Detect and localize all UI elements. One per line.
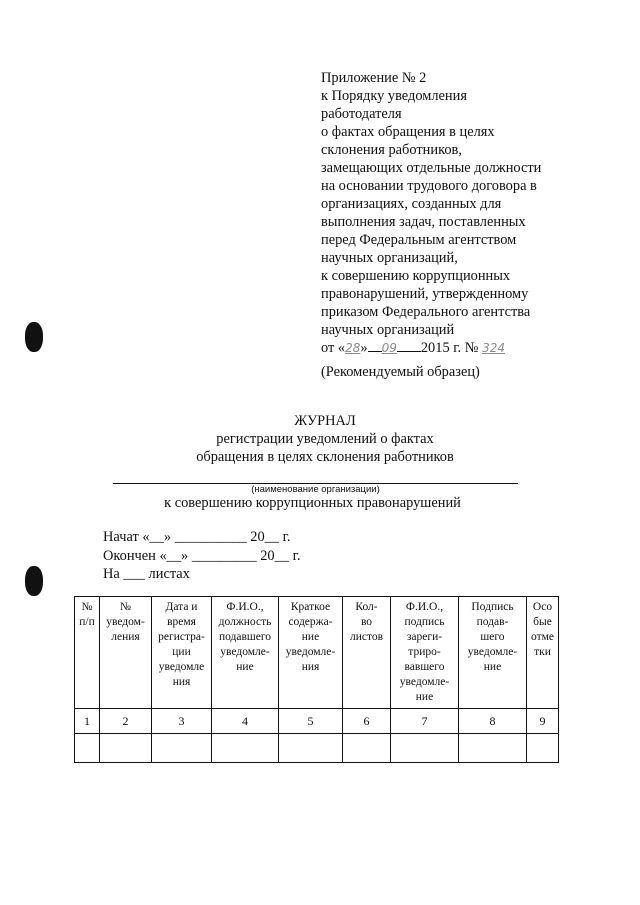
column-header-line: триро- [408, 646, 441, 658]
finished-field: Окончен «__» _________ 20__ г. [103, 548, 301, 564]
column-header-line: уведомле- [467, 646, 518, 658]
column-header-number [75, 597, 100, 709]
journal-subtitle-line1: регистрации уведомлений о фактах [216, 431, 434, 447]
date-underline [368, 351, 382, 352]
empty-cell [152, 734, 212, 763]
column-header-line: уведомле [158, 661, 205, 673]
journal-title: ЖУРНАЛ [294, 413, 356, 429]
table-header-row [75, 597, 559, 709]
column-header-line: ние [483, 661, 502, 673]
column-header-line: бые [533, 616, 552, 628]
column-header-line: шего [480, 631, 505, 643]
column-header-line: Ф.И.О., [405, 601, 444, 613]
column-header-line: листов [349, 631, 384, 643]
column-header-line: регистра- [158, 631, 205, 643]
appendix-line: к совершению коррупционных [321, 268, 511, 284]
appendix-line: склонения работников, [321, 142, 462, 158]
appendix-line: к Порядку уведомления [321, 88, 467, 104]
column-number: 9 [527, 709, 559, 734]
column-header-registrar [391, 597, 459, 709]
appendix-line: замещающих отдельные должности [321, 160, 542, 176]
column-header-line: Подпись [471, 601, 514, 613]
column-header-line: Кол- [355, 601, 378, 613]
appendix-line: правонарушений, утвержденному [321, 286, 529, 302]
sample-label: (Рекомендуемый образец) [321, 364, 480, 380]
appendix-line: на основании трудового договора в [321, 178, 537, 194]
column-header-line: ние [236, 661, 254, 673]
column-header-line: Краткое [290, 601, 331, 613]
appendix-line: работодателя [321, 106, 402, 122]
organization-caption: (наименование организации) [251, 484, 380, 495]
date-mid: » [360, 340, 368, 356]
table-empty-row [75, 734, 559, 763]
journal-subtitle-line2: обращения в целях склонения работников [196, 449, 454, 465]
journal-subtitle-line3: к совершению коррупционных правонарушений [164, 495, 461, 511]
empty-cell [527, 734, 559, 763]
started-field: Начат «__» __________ 20__ г. [103, 529, 291, 545]
date-year: 2015 г. № [420, 340, 479, 356]
appendix-line: научных организаций, [321, 250, 458, 266]
column-header-line: Осо [532, 601, 553, 613]
column-header-line: подавшего [218, 631, 272, 643]
column-header-line: № [120, 601, 131, 613]
column-header-registration-date [152, 597, 212, 709]
column-header-line: Дата и [165, 601, 198, 613]
column-header-line: содержа- [288, 616, 333, 628]
column-header-summary [279, 597, 343, 709]
column-header-line: уведомле- [399, 676, 450, 688]
column-header-line: уведомле- [285, 646, 336, 658]
empty-cell [343, 734, 391, 763]
column-header-line: ние [415, 691, 434, 703]
column-header-line: ния [301, 661, 320, 673]
column-header-submitter [212, 597, 279, 709]
punch-hole-bottom [25, 566, 43, 596]
column-number: 8 [459, 709, 527, 734]
column-number: 1 [75, 709, 100, 734]
date-month: 09 [381, 341, 397, 355]
appendix-line: научных организаций [321, 322, 455, 338]
column-number: 5 [279, 709, 343, 734]
column-header-submitter-signature [459, 597, 527, 709]
column-number: 3 [152, 709, 212, 734]
appendix-line: выполнения задач, поставленных [321, 214, 526, 230]
order-date-line [321, 339, 621, 357]
column-header-line: зареги- [406, 631, 443, 643]
column-header-line: время [167, 616, 196, 628]
column-header-line: ления [111, 631, 140, 643]
column-header-line: уведомле- [220, 646, 270, 658]
appendix-line: приказом Федерального агентства [321, 304, 531, 320]
column-header-line: отме [530, 631, 554, 643]
column-header-line: ния [172, 676, 191, 688]
column-header-notice-number [100, 597, 152, 709]
column-header-notes [527, 597, 559, 709]
column-number: 2 [100, 709, 152, 734]
empty-cell [212, 734, 279, 763]
date-prefix: от « [321, 340, 346, 356]
empty-cell [279, 734, 343, 763]
column-number: 7 [391, 709, 459, 734]
empty-cell [100, 734, 152, 763]
empty-cell [459, 734, 527, 763]
date-day: 28 [345, 341, 361, 355]
table-number-row [75, 709, 559, 734]
sheets-field: На ___ листах [103, 566, 190, 582]
column-header-line: во [360, 616, 373, 628]
column-header-line: № [81, 601, 93, 613]
journal-heading [110, 412, 540, 466]
appendix-line: организациях, созданных для [321, 196, 502, 212]
empty-cell [391, 734, 459, 763]
appendix-line: перед Федеральным агентством [321, 232, 517, 248]
column-header-line: п/п [79, 616, 95, 628]
appendix-line: Приложение № 2 [321, 70, 427, 86]
column-header-line: подав- [476, 616, 509, 628]
appendix-block [321, 69, 621, 357]
column-header-line: уведом- [106, 616, 145, 628]
empty-cell [75, 734, 100, 763]
column-header-line: должность [218, 616, 272, 628]
column-header-line: ние [301, 631, 320, 643]
column-number: 6 [343, 709, 391, 734]
column-header-line: подпись [404, 616, 445, 628]
column-header-line: ции [172, 646, 191, 658]
column-header-line: тки [534, 646, 551, 658]
appendix-line: о фактах обращения в целях [321, 124, 495, 140]
column-header-sheet-count [343, 597, 391, 709]
order-number: 324 [482, 341, 505, 355]
punch-hole-top [25, 322, 43, 352]
date-underline [397, 351, 421, 352]
register-table [74, 596, 559, 763]
column-header-line: вавшего [404, 661, 445, 673]
column-number: 4 [212, 709, 279, 734]
column-header-line: Ф.И.О., [226, 601, 264, 613]
